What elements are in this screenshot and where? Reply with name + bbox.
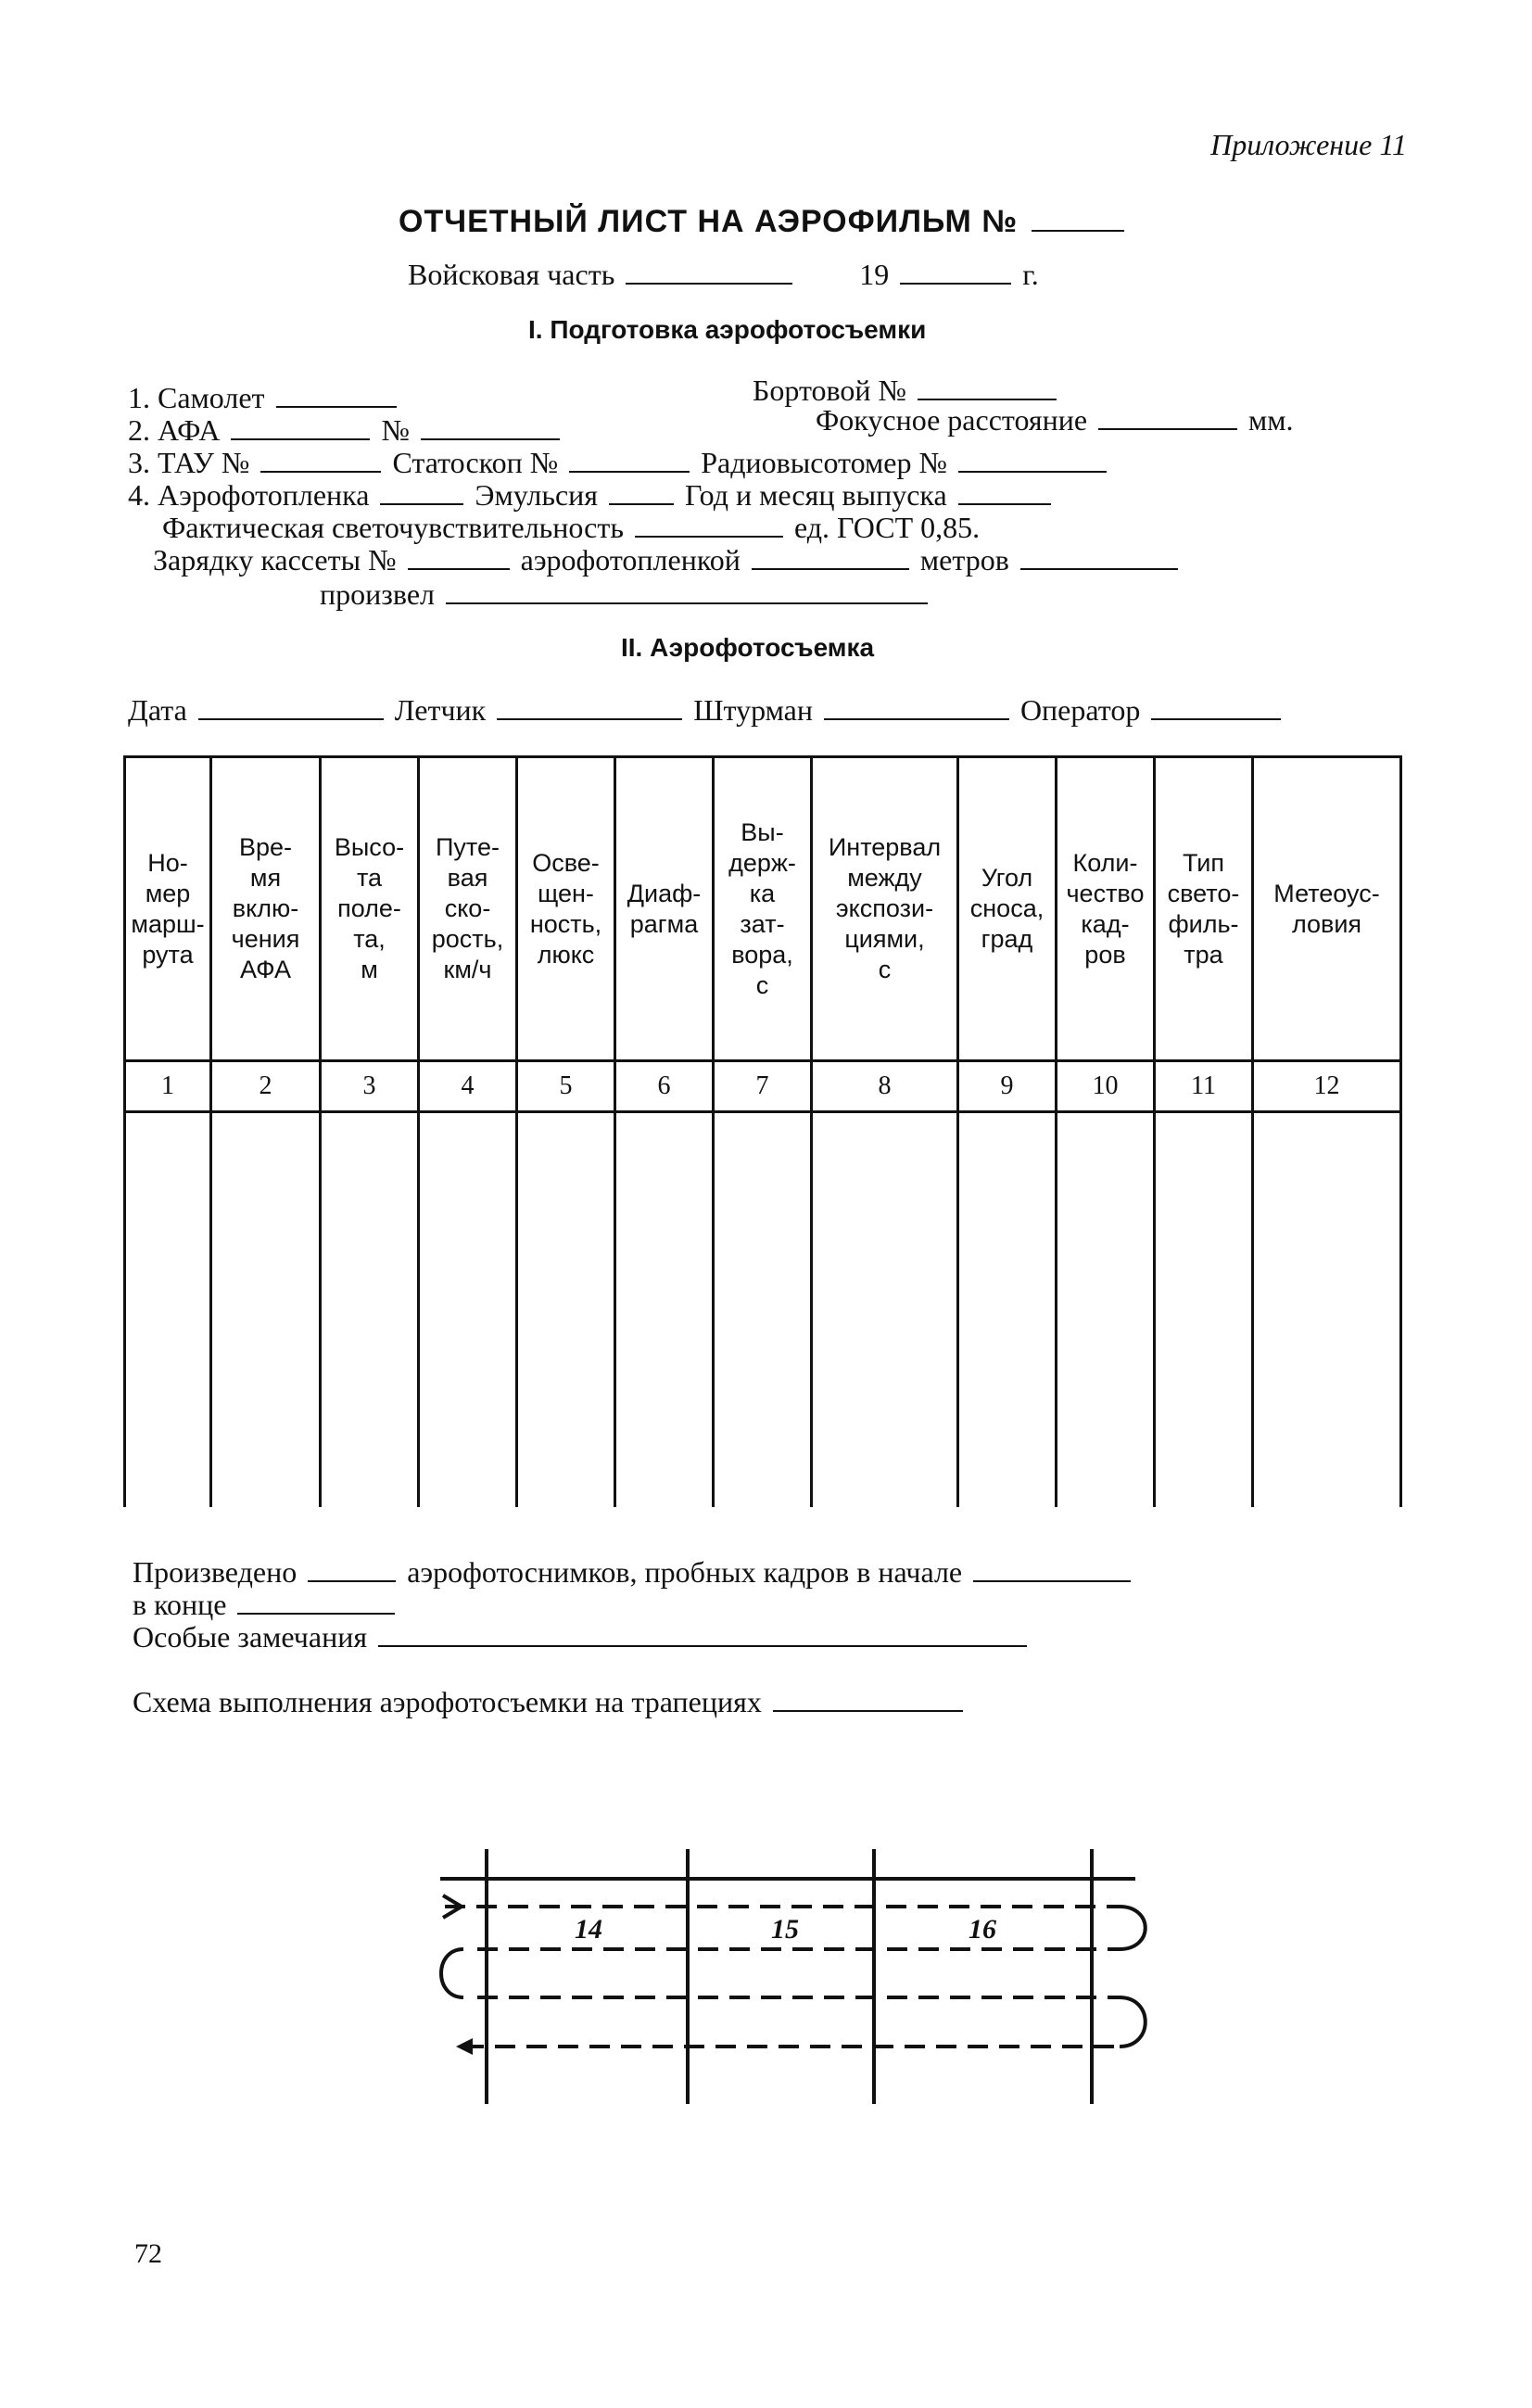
row-film	[128, 475, 1055, 513]
meters-blank[interactable]	[1020, 540, 1178, 570]
flight-log-table	[123, 755, 1402, 1507]
trapezoid-label: 14	[575, 1914, 602, 1945]
pilot-blank[interactable]	[497, 691, 682, 720]
row-produced	[133, 1553, 1134, 1590]
entry-row	[125, 1112, 1401, 1508]
entry-cell[interactable]	[125, 1112, 211, 1508]
entry-cell[interactable]	[1253, 1112, 1401, 1508]
entry-cell[interactable]	[517, 1112, 615, 1508]
row-sensitivity	[162, 508, 980, 545]
year-prefix: 19	[859, 258, 890, 291]
cassette-blank[interactable]	[408, 540, 510, 570]
header-cell: Интервал между экспози- циями, с	[812, 757, 958, 1061]
column-number: 8	[812, 1061, 958, 1112]
sensitivity-blank[interactable]	[635, 508, 783, 538]
board-label: Бортовой №	[753, 374, 907, 407]
unit-line	[408, 255, 1039, 292]
turn-right-2	[1120, 1997, 1146, 2047]
entry-cell[interactable]	[615, 1112, 714, 1508]
radio-blank[interactable]	[958, 443, 1107, 473]
cassette-label: Зарядку кассеты №	[153, 543, 397, 577]
remarks-blank[interactable]	[378, 1617, 1027, 1647]
header-cell: Метеоус- ловия	[1253, 757, 1401, 1061]
column-number: 2	[211, 1061, 321, 1112]
meters-label: метров	[919, 543, 1009, 577]
board-blank[interactable]	[918, 371, 1057, 400]
focal-label: Фокусное расстояние	[816, 403, 1088, 437]
date-blank[interactable]	[198, 691, 384, 720]
row-tau	[128, 443, 1110, 480]
exit-arrow	[456, 2038, 473, 2055]
film-label: 4. Аэрофотопленка	[128, 478, 370, 512]
scheme-label: Схема выполнения аэрофотосъемки на трапециях	[133, 1685, 762, 1718]
entry-cell[interactable]	[714, 1112, 812, 1508]
operator-label: Оператор	[1019, 693, 1141, 727]
pilot-label: Летчик	[394, 693, 487, 727]
column-number: 6	[615, 1061, 714, 1112]
date-label: Дата	[128, 693, 187, 727]
row-performed	[320, 575, 931, 612]
row-crew	[128, 691, 1285, 728]
header-cell: Высо- та поле- та, м	[321, 757, 419, 1061]
header-cell: Осве- щен- ность, люкс	[517, 757, 615, 1061]
column-number: 5	[517, 1061, 615, 1112]
scheme-blank[interactable]	[773, 1682, 963, 1712]
entry-cell[interactable]	[812, 1112, 958, 1508]
afa-no-label: №	[381, 413, 410, 447]
release-label: Год и месяц выпуска	[684, 478, 947, 512]
afa-blank[interactable]	[231, 411, 370, 440]
column-number: 12	[1253, 1061, 1401, 1112]
turn-right-1	[1120, 1907, 1146, 1949]
year-suffix: г.	[1022, 258, 1039, 291]
performed-label: произвел	[320, 577, 435, 611]
mm-label: мм.	[1248, 403, 1294, 437]
title-text: ОТЧЕТНЫЙ ЛИСТ НА АЭРОФИЛЬМ №	[399, 204, 1019, 239]
navigator-blank[interactable]	[824, 691, 1009, 720]
flight-scheme-diagram	[436, 1849, 1177, 2104]
column-number: 11	[1155, 1061, 1253, 1112]
unit-blank[interactable]	[626, 255, 792, 285]
afa-label: 2. АФА	[128, 413, 221, 447]
appendix-label: Приложение 11	[1210, 128, 1407, 161]
section1-heading: I. Подготовка аэрофотосъемки	[528, 315, 927, 344]
column-number-row	[125, 1061, 1401, 1112]
aerofilm-blank[interactable]	[752, 540, 909, 570]
tau-label: 3. ТАУ №	[128, 446, 250, 479]
aerophotos-label: аэрофотоснимков, пробных кадров в начале	[407, 1555, 963, 1589]
row-at-end	[133, 1585, 399, 1622]
header-cell: Вы- держ- ка зат- вора, с	[714, 757, 812, 1061]
trapezoid-label: 16	[969, 1914, 996, 1945]
row-plane	[128, 378, 400, 415]
column-number: 1	[125, 1061, 211, 1112]
test-frames-start-blank[interactable]	[973, 1553, 1131, 1582]
column-number: 7	[714, 1061, 812, 1112]
statoscope-label: Статоскоп №	[392, 446, 559, 479]
test-frames-end-blank[interactable]	[237, 1585, 395, 1615]
statoscope-blank[interactable]	[569, 443, 690, 473]
header-cell: Тип свето- филь- тра	[1155, 757, 1253, 1061]
row-focal	[816, 400, 1294, 437]
header-cell: Вре- мя вклю- чения АФА	[211, 757, 321, 1061]
row-scheme	[133, 1682, 967, 1719]
entry-cell[interactable]	[1155, 1112, 1253, 1508]
column-number: 4	[419, 1061, 517, 1112]
gost-label: ед. ГОСТ 0,85.	[793, 511, 981, 544]
remarks-label: Особые замечания	[133, 1620, 368, 1654]
trapezoid-label: 15	[771, 1914, 799, 1945]
focal-blank[interactable]	[1098, 400, 1237, 430]
entry-cell[interactable]	[211, 1112, 321, 1508]
unit-label: Войсковая часть	[408, 258, 615, 291]
produced-label: Произведено	[133, 1555, 298, 1589]
operator-blank[interactable]	[1151, 691, 1281, 720]
header-row	[125, 757, 1401, 1061]
page-title	[399, 202, 1128, 240]
emulsion-blank[interactable]	[609, 475, 674, 505]
sensitivity-label: Фактическая светочувствительность	[162, 511, 624, 544]
row-afa	[128, 411, 563, 448]
column-number: 3	[321, 1061, 419, 1112]
header-cell: Угол сноса, град	[958, 757, 1057, 1061]
row-cassette	[153, 540, 1182, 577]
header-cell: Диаф- рагма	[615, 757, 714, 1061]
film-number-blank[interactable]	[1032, 202, 1124, 232]
tau-blank[interactable]	[260, 443, 381, 473]
header-cell: Путе- вая ско- рость, км/ч	[419, 757, 517, 1061]
plane-label: 1. Самолет	[128, 381, 265, 414]
performed-blank[interactable]	[446, 575, 928, 604]
film-blank[interactable]	[380, 475, 463, 505]
entry-cell[interactable]	[1057, 1112, 1155, 1508]
year-blank[interactable]	[900, 255, 1011, 285]
entry-cell[interactable]	[321, 1112, 419, 1508]
produced-blank[interactable]	[308, 1553, 396, 1582]
section2-heading: II. Аэрофотосъемка	[621, 633, 875, 662]
at-end-label: в конце	[133, 1588, 227, 1621]
emulsion-label: Эмульсия	[475, 478, 598, 512]
navigator-label: Штурман	[693, 693, 813, 727]
plane-blank[interactable]	[276, 378, 397, 408]
entry-cell[interactable]	[958, 1112, 1057, 1508]
column-number: 9	[958, 1061, 1057, 1112]
row-remarks	[133, 1617, 1031, 1654]
header-cell: Коли- чество кад- ров	[1057, 757, 1155, 1061]
turn-left-1	[441, 1949, 463, 1997]
release-blank[interactable]	[958, 475, 1051, 505]
entry-cell[interactable]	[419, 1112, 517, 1508]
radio-label: Радиовысотомер №	[701, 446, 947, 479]
header-cell: Но- мер марш- рута	[125, 757, 211, 1061]
aerofilm-label: аэрофотопленкой	[520, 543, 741, 577]
afa-no-blank[interactable]	[421, 411, 560, 440]
page-number: 72	[134, 2238, 162, 2269]
column-number: 10	[1057, 1061, 1155, 1112]
